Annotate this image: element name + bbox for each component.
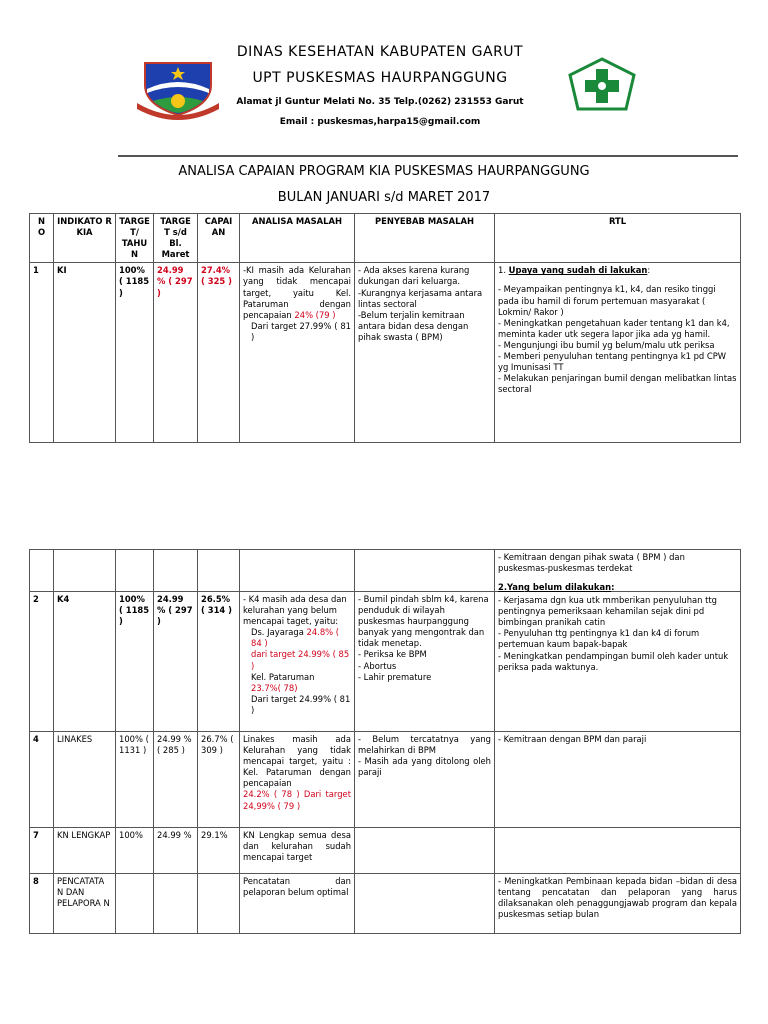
table-row-linakes — [30, 732, 741, 828]
penyebab-item: - Lahir premature — [358, 671, 432, 682]
kia-analysis-table-part2 — [29, 549, 741, 934]
cell-no: 4 — [30, 732, 54, 828]
penyebab-item: - Bumil pindah sblm k4, karena penduduk di wilayah puskesmas haurpanggung banyak yang mengontrak dan tidak menetap. — [358, 594, 489, 649]
cell-indikator: KN LENGKAP — [54, 828, 116, 874]
document-title: ANALISA CAPAIAN PROGRAM KIA PUSKESMAS HAURPANGGUNG — [178, 164, 590, 179]
cell-target-tahun: 100% ( 1185 ) — [116, 592, 154, 732]
header-puskesmas: UPT PUSKESMAS HAURPANGGUNG — [252, 70, 508, 86]
cell-target-tahun — [116, 874, 154, 934]
cell-capaian: 29.1% — [198, 828, 240, 874]
rtl-item: - Meyampaikan pentingnya k1, k4, dan resiko tinggi pada ibu hamil di forum pertemuan masyarakat ( Lokmin/ Rakor ) — [498, 284, 716, 317]
cell-indikator: KI — [54, 263, 116, 443]
rtl-item: - Melakukan penjaringan bumil dengan melibatkan lintas sectoral — [498, 373, 737, 395]
analisa-desa: Kel. Pataruman — [251, 671, 315, 682]
penyebab-item: - Masih ada yang ditolong oleh paraji — [358, 756, 491, 778]
header-agency: DINAS KESEHATAN KABUPATEN GARUT — [236, 44, 524, 60]
analisa-red-value: 23.7%( 78) — [251, 682, 298, 693]
rtl-item: - Penyuluhan ttg pentingnya k1 dan k4 di forum pertemuan kaum bapak-bapak — [498, 628, 700, 650]
table-row-k4 — [30, 592, 741, 732]
rtl-item: - Kerjasama dgn kua utk mmberikan penyuluhan ttg pentingnya pemeriksaan kehamilan sejak dini pd bimbingan pranikah catin — [498, 595, 717, 628]
cell-analisa: KN Lengkap semua desa dan kelurahan sudah mencapai target — [240, 828, 355, 874]
cell-capaian: 27.4% ( 325 ) — [198, 263, 240, 443]
penyebab-item: - Ada akses karena kurang dukungan dari keluarga. — [358, 265, 470, 287]
cell-target-sd — [154, 874, 198, 934]
cell-target-sd: 24.99 % ( 285 ) — [154, 732, 198, 828]
cell-target-sd: 24.99 % — [154, 828, 198, 874]
header-divider — [118, 155, 738, 157]
table-row-kn-lengkap — [30, 828, 741, 874]
cell-indikator: K4 — [54, 592, 116, 732]
cell-capaian: 26.5% ( 314 ) — [198, 592, 240, 732]
cell-indikator: LINAKES — [54, 732, 116, 828]
col-target-sd-maret: TARGE T s/d Bl. Maret — [154, 214, 198, 263]
rtl-heading-num: 1. — [498, 265, 509, 276]
cell-penyebab — [355, 828, 495, 874]
rtl-heading-colon: : — [611, 582, 615, 592]
cell-analisa: Pencatatan dan pelaporan belum optimal — [240, 874, 355, 934]
cell-target-sd: 24.99 % ( 297 ) — [154, 592, 198, 732]
puskesmas-cross-logo — [568, 57, 636, 117]
col-no: N O — [30, 214, 54, 263]
analisa-red-value: 24.2% ( 78 ) Dari target 24,99% ( 79 ) — [243, 789, 351, 811]
cell-penyebab — [355, 874, 495, 934]
cell-analisa — [240, 263, 355, 443]
cell-rtl: - Meningkatkan Pembinaan kepada bidan –bidan di desa tentang pencatatan dan pelaporan yang harus dilaksanakan oleh penaggungjawab program dan kepala puskesmas setiap bulan — [495, 874, 741, 934]
cell-rtl: - Kemitraan dengan BPM dan paraji — [495, 732, 741, 828]
analisa-target: dari target 24.99% ( 85 ) — [251, 649, 350, 671]
cell-penyebab — [355, 592, 495, 732]
col-analisa-masalah: ANALISA MASALAH — [240, 214, 355, 263]
cell-rtl — [495, 582, 741, 732]
cell-target-sd: 24.99 % ( 297 ) — [154, 263, 198, 443]
rtl-item: - Memberi penyuluhan tentang pentingnya k1 pd CPW yg Imunisasi TT — [498, 351, 727, 373]
analisa-red-value: 24% (79 ) — [294, 309, 336, 320]
rtl-item: - Meningkatkan pengetahuan kader tentang k1 dan k4, meminta kader utk segera lapor jika ada yg hamil. — [498, 317, 730, 339]
rtl-item: - Meningkatkan pendampingan bumil oleh kader untuk periksa pada waktunya. — [498, 650, 729, 672]
cell-rtl — [495, 263, 741, 443]
col-penyebab-masalah: PENYEBAB MASALAH — [355, 214, 495, 263]
table-row-pencatatan — [30, 874, 741, 934]
analisa-text: - K4 masih ada desa dan kelurahan yang belum mencapai taget, yaitu: — [243, 594, 347, 627]
analisa-red-value: 24.8% ( 84 ) — [251, 627, 340, 649]
cell-no: 2 — [30, 592, 54, 732]
table-header-row — [30, 214, 741, 263]
analisa-desa: Ds. Jayaraga — [251, 627, 307, 638]
cell-penyebab — [355, 263, 495, 443]
col-rtl: RTL — [495, 214, 741, 263]
col-target-tahun: TARGE T/ TAHU N — [116, 214, 154, 263]
analisa-text: -KI masih ada Kelurahan yang tidak mencapai target, yaitu Kel. Pataruman dengan pencapaian — [243, 265, 351, 320]
header-email: Email : puskesmas,harpa15@gmail.com — [279, 117, 481, 127]
cell-indikator: PENCATATA N DAN PELAPORA N — [54, 874, 116, 934]
analisa-target: Dari target 24.99% ( 81 ) — [251, 693, 351, 715]
cell-rtl — [495, 828, 741, 874]
col-indikator: INDIKATO R KIA — [54, 214, 116, 263]
garut-emblem-logo — [133, 55, 223, 120]
rtl-item: - Kemitraan dengan pihak swata ( BPM ) dan puskesmas-puskesmas terdekat — [498, 552, 685, 574]
cell-capaian: 26.7% ( 309 ) — [198, 732, 240, 828]
rtl-heading-colon: : — [647, 265, 651, 276]
cell-analisa — [240, 732, 355, 828]
penyebab-item: - Abortus — [358, 660, 397, 671]
cell-target-tahun: 100% ( 1185 ) — [116, 263, 154, 443]
cell-target-tahun: 100% ( 1131 ) — [116, 732, 154, 828]
document-period: BULAN JANUARI s/d MARET 2017 — [277, 190, 491, 205]
penyebab-item: - Belum tercatatnya yang melahirkan di BPM — [358, 734, 491, 756]
cell-capaian — [198, 874, 240, 934]
cell-target-tahun: 100% — [116, 828, 154, 874]
analisa-text: Linakes masih ada Kelurahan yang tidak mencapai target, yaitu : Kel. Pataruman dengan pencapaian — [243, 734, 351, 789]
cell-no: 1 — [30, 263, 54, 443]
header-address: Alamat jl Guntur Melati No. 35 Telp.(0262) 231553 Garut — [236, 97, 524, 107]
kia-analysis-table-part1 — [29, 213, 741, 443]
cell-analisa — [240, 592, 355, 732]
rtl-heading: 2.Yang belum dilakukan — [498, 582, 612, 592]
penyebab-item: - Periksa ke BPM — [358, 649, 427, 660]
penyebab-item: -Belum terjalin kemitraan antara bidan desa dengan pihak swasta ( BPM) — [358, 309, 469, 342]
cell-no: 8 — [30, 874, 54, 934]
cell-no: 7 — [30, 828, 54, 874]
col-capaian: CAPAI AN — [198, 214, 240, 263]
rtl-heading: Upaya yang sudah di lakukan — [508, 265, 648, 276]
rtl-item: - Mengunjungi ibu bumil yg belum/malu utk periksa — [498, 339, 715, 350]
penyebab-item: -Kurangnya kerjasama antara lintas sectoral — [358, 287, 483, 309]
cell-penyebab — [355, 732, 495, 828]
analisa-target: Dari target 27.99% ( 81 ) — [251, 320, 351, 342]
table-row-ki — [30, 263, 741, 443]
